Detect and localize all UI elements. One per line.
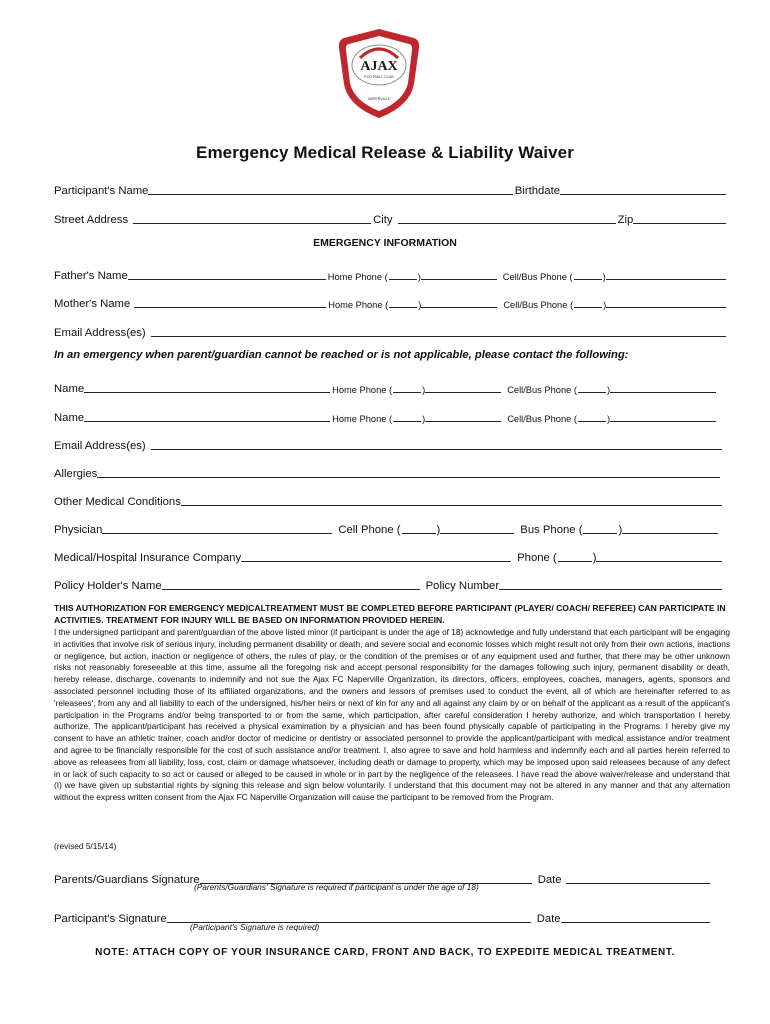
allergies-row bbox=[54, 460, 728, 480]
parent-email-row bbox=[54, 319, 728, 339]
alt-cell-phone-field[interactable] bbox=[610, 410, 716, 422]
paren-close: ) bbox=[618, 524, 623, 536]
emergency-heading: EMERGENCY INFORMATION bbox=[313, 237, 457, 249]
physician-bus-phone-label: Bus Phone ( bbox=[520, 524, 583, 536]
address-row bbox=[54, 206, 728, 226]
paren-close: ) bbox=[418, 300, 422, 310]
alt-contact-row bbox=[54, 375, 728, 395]
alt-home-phone-label: Home Phone ( bbox=[332, 414, 393, 424]
zip-label: Zip bbox=[617, 214, 634, 226]
alt-contact-name-label: Name bbox=[54, 383, 85, 395]
participant-row bbox=[54, 177, 728, 197]
logo-tagline: FOOTBALL CLUB bbox=[364, 75, 394, 79]
shield-logo-icon bbox=[334, 26, 424, 121]
paren-close: ) bbox=[417, 272, 421, 282]
mother-cell-area-field[interactable] bbox=[574, 298, 602, 308]
alt-home-area-field[interactable] bbox=[393, 412, 421, 422]
mother-home-area-field[interactable] bbox=[389, 298, 417, 308]
alt-home-phone-field[interactable] bbox=[425, 381, 501, 393]
alt-cell-phone-label: Cell/Bus Phone ( bbox=[507, 414, 577, 424]
mother-name-field[interactable] bbox=[134, 296, 326, 308]
alt-contact-name-field[interactable] bbox=[84, 410, 330, 422]
insurance-company-label: Medical/Hospital Insurance Company bbox=[54, 552, 242, 564]
physician-cell-phone-label: Cell Phone ( bbox=[338, 524, 401, 536]
authorization-body: I the undersigned participant and parent/guardian of the above listed minor (if participant is under the age of 18) acknowledge and fully understand that each participant will be engaging in activities that involve risk of serious injury, including permanent disability or death, and severe social and economic losses which might result not only from their own actions, inactions or negligence, but action, inaction or negligence of others, the rules of play, or the condition of the premises or of any equipment used and further, that there may be other unknown risks not reasonably foreseeable at this time, assume all the foregoing risk and accept personal responsibility for the damages following such injury, permanent disability or death, hereby release, discharge, covenants to indemnify and not sue the Ajax FC Naperville Organization, its directors, officers, employees, coaches, managers, agents, sponsors and associated personnel including those of its affiliated organizations, and the owners and lessors of premises used to conduct the event, all of which are hereinafter referred to as 'releasees', from any and all liability to each of the undersigned, his/her heirs or next of kin for any and all against any claim by or on behalf of the applicant as a result of the applicant's participation in the Programs and/or being transported to or from the same, which participation, after careful consideration I hereby authorize, and which transportation I hereby authorize. The applicant/participant has received a physical examination by a physician and has been found physically capable of participating in the Programs. I hereby give my consent to have an athletic trainer, coach and/or doctor of medicine or dentistry or associated personnel to provide the applicant/participant with medical assistance and/or treatment and agree to be financially responsible for the cost of such assistance and/or treatment. I, also agree to save and hold harmless and indemnify each and all parties herein referred to above as releasees from all liability, loss, cost, claim or damage whatsoever, including death or damage to property, which may be imposed upon said releasees because of any defect in or lack of such capacity to so act or caused or alleged to be caused in whole or in part by the negligence of the releasees. I have read the above waiver/release and understand that (I) we have given up substantial rights by signing this release and sign below voluntarily. I understand that this document may not be altered in any manner and that any alternation without the express written consent from the Ajax FC Naperville Organization will cause the participant to be removed from the Program. bbox=[54, 627, 730, 803]
participant-name-field[interactable] bbox=[148, 183, 512, 195]
alt-home-phone-label: Home Phone ( bbox=[332, 385, 393, 395]
father-cell-phone-field[interactable] bbox=[606, 268, 726, 280]
physician-cell-area-field[interactable] bbox=[402, 524, 436, 534]
participant-date-field[interactable] bbox=[561, 911, 710, 923]
father-home-area-field[interactable] bbox=[389, 270, 417, 280]
birthdate-label: Birthdate bbox=[514, 185, 560, 197]
parent-date-field[interactable] bbox=[566, 872, 710, 884]
participant-name-label: Participant's Name bbox=[54, 185, 149, 197]
paren-close: ) bbox=[592, 552, 597, 564]
medical-conditions-field[interactable] bbox=[181, 494, 722, 506]
medical-conditions-label: Other Medical Conditions bbox=[54, 496, 181, 508]
physician-bus-area-field[interactable] bbox=[583, 524, 617, 534]
alt-home-area-field[interactable] bbox=[393, 383, 421, 393]
paren-close: ) bbox=[602, 272, 606, 282]
street-address-field[interactable] bbox=[133, 212, 371, 224]
physician-field[interactable] bbox=[102, 522, 332, 534]
logo-city: NAPERVILLE bbox=[367, 97, 391, 101]
alt-contact-name-field[interactable] bbox=[84, 381, 330, 393]
parent-email-field[interactable] bbox=[151, 325, 726, 337]
mother-cell-phone-field[interactable] bbox=[606, 296, 726, 308]
physician-label: Physician bbox=[54, 524, 103, 536]
form-title: Emergency Medical Release & Liability Waiver bbox=[196, 143, 574, 162]
insurance-phone-label: Phone ( bbox=[517, 552, 557, 564]
insurance-phone-field[interactable] bbox=[596, 550, 722, 562]
paren-close: ) bbox=[422, 414, 426, 424]
participant-signature-label: Participant's Signature bbox=[54, 913, 167, 925]
participant-signature-row bbox=[54, 905, 728, 925]
authorization-heading: THIS AUTHORIZATION FOR EMERGENCY MEDICALTREATMENT MUST BE COMPLETED BEFORE PARTICIPANT (PLAYER/ COACH/ REFEREE) CAN PARTICIPATE IN ACTIVITIES. TREATMENT FOR INJURY WILL BE BASED ON INFORMATION PROVIDED HEREIN. bbox=[54, 603, 726, 625]
policy-number-field[interactable] bbox=[499, 578, 722, 590]
insurance-card-note: NOTE: ATTACH COPY OF YOUR INSURANCE CARD, FRONT AND BACK, TO EXPEDITE MEDICAL TREATMENT. bbox=[95, 947, 675, 958]
alt-cell-area-field[interactable] bbox=[578, 383, 606, 393]
alt-cell-phone-label: Cell/Bus Phone ( bbox=[507, 385, 577, 395]
zip-field[interactable] bbox=[633, 212, 726, 224]
policy-number-label: Policy Number bbox=[425, 580, 500, 592]
parent-email-label: Email Address(es) bbox=[54, 327, 146, 339]
alt-email-label: Email Address(es) bbox=[54, 440, 146, 452]
allergies-label: Allergies bbox=[54, 468, 98, 480]
father-cell-phone-label: Cell/Bus Phone ( bbox=[502, 272, 573, 282]
father-name-field[interactable] bbox=[128, 268, 326, 280]
mother-home-phone-field[interactable] bbox=[421, 296, 497, 308]
mother-name-label: Mother's Name bbox=[54, 298, 131, 310]
ajax-fc-logo bbox=[334, 26, 424, 121]
father-name-label: Father's Name bbox=[54, 270, 128, 282]
participant-signature-note: (Participant's Signature is required) bbox=[190, 922, 320, 932]
city-field[interactable] bbox=[398, 212, 616, 224]
paren-close: ) bbox=[606, 414, 611, 424]
alt-contact-name-label: Name bbox=[54, 412, 85, 424]
paren-close: ) bbox=[603, 300, 607, 310]
insurance-area-field[interactable] bbox=[558, 552, 592, 562]
mother-row bbox=[54, 290, 728, 310]
logo-wordmark: AJAX bbox=[360, 59, 398, 74]
parent-date-label: Date bbox=[537, 874, 562, 886]
parent-signature-label: Parents/Guardians Signature bbox=[54, 874, 200, 886]
father-home-phone-label: Home Phone ( bbox=[327, 272, 388, 282]
alt-cell-area-field[interactable] bbox=[578, 412, 606, 422]
alt-email-row bbox=[54, 432, 728, 452]
revised-date: (revised 5/15/14) bbox=[54, 841, 117, 851]
father-row bbox=[54, 262, 728, 282]
mother-home-phone-label: Home Phone ( bbox=[328, 300, 389, 310]
alt-home-phone-field[interactable] bbox=[425, 410, 501, 422]
mother-cell-phone-label: Cell/Bus Phone ( bbox=[503, 300, 574, 310]
alt-contact-note: In an emergency when parent/guardian cannot be reached or is not applicable, please contact the following: bbox=[54, 349, 629, 361]
city-label: City bbox=[373, 214, 393, 226]
paren-close: ) bbox=[422, 385, 426, 395]
birthdate-field[interactable] bbox=[560, 183, 726, 195]
insurance-company-field[interactable] bbox=[241, 550, 511, 562]
father-cell-area-field[interactable] bbox=[574, 270, 602, 280]
parent-signature-note: (Parents/Guardians' Signature is required if participant is under the age of 18) bbox=[194, 882, 479, 892]
allergies-field[interactable] bbox=[97, 466, 720, 478]
alt-email-field[interactable] bbox=[151, 438, 722, 450]
policy-holder-label: Policy Holder's Name bbox=[54, 580, 162, 592]
paren-close: ) bbox=[436, 524, 441, 536]
alt-cell-phone-field[interactable] bbox=[610, 381, 716, 393]
medical-conditions-row bbox=[54, 488, 728, 508]
policy-holder-field[interactable] bbox=[162, 578, 420, 590]
father-home-phone-field[interactable] bbox=[421, 268, 497, 280]
insurance-row bbox=[54, 544, 728, 564]
policy-row bbox=[54, 572, 728, 592]
participant-date-label: Date bbox=[536, 913, 561, 925]
alt-contact-row bbox=[54, 404, 728, 424]
street-address-label: Street Address bbox=[54, 214, 129, 226]
physician-cell-phone-field[interactable] bbox=[440, 522, 514, 534]
paren-close: ) bbox=[606, 385, 611, 395]
physician-bus-phone-field[interactable] bbox=[622, 522, 718, 534]
physician-row bbox=[54, 516, 728, 536]
